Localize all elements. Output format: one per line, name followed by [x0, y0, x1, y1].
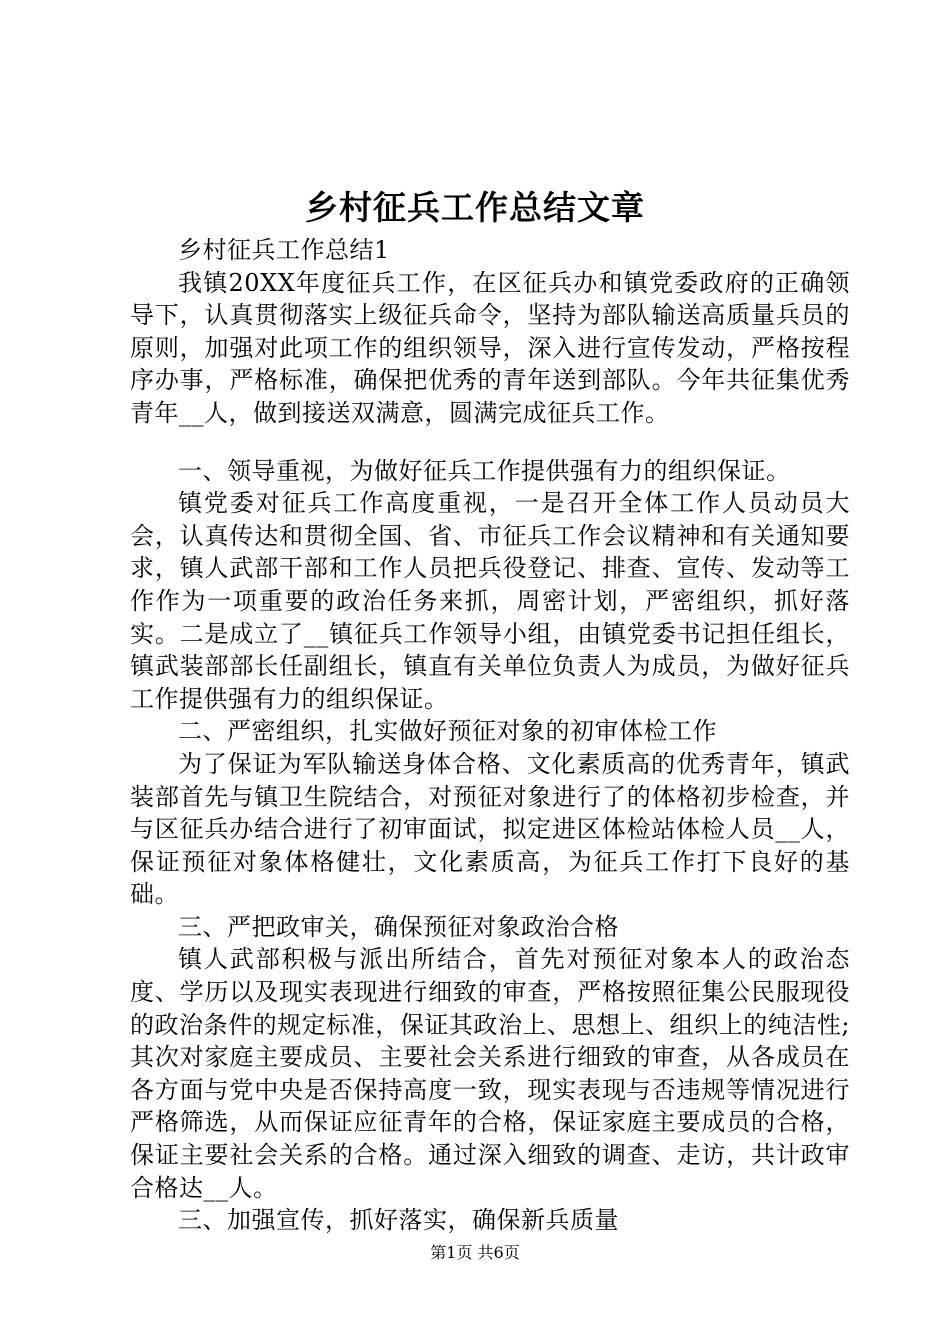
body-paragraph: 镇党委对征兵工作高度重视，一是召开全体工作人员动员大会，认真传达和贯彻全国、省、市征兵工作会议精神和有关通知要求，镇人武部干部和工作人员把兵役登记、排查、宣传、发动等工作作为一项重要的政治任务来抓，周密计划，严密组织，抓好落实。二是成立了__镇征兵工作领导小组，由镇党委书记担任组长，镇武装部部长任副组长，镇直有关单位负责人为成员，为做好征兵工作提供强有力的组织保证。 — [130, 489, 850, 713]
section-heading: 三、加强宣传，抓好落实，确保新兵质量 — [178, 1206, 619, 1235]
section-heading: 一、领导重视，为做好征兵工作提供强有力的组织保证。 — [178, 456, 791, 485]
section-heading: 三、严把政审关，确保预征对象政治合格 — [178, 912, 619, 941]
document-body — [130, 234, 850, 1237]
document-title: 乡村征兵工作总结文章 — [305, 188, 645, 227]
section-heading: 二、严密组织，扎实做好预征对象的初审体检工作 — [178, 717, 717, 746]
body-paragraph: 为了保证为军队输送身体合格、文化素质高的优秀青年，镇武装部首先与镇卫生院结合，对预征对象进行了的体格初步检查，并与区征兵办结合进行了初审面试，拟定进区体检站体检人员__人，保证预征对象体格健壮，文化素质高，为征兵工作打下良好的基础。 — [130, 749, 850, 909]
page-indicator: 第1页 共6页 — [430, 1243, 520, 1262]
body-paragraph: 镇人武部积极与派出所结合，首先对预征对象本人的政治态度、学历以及现实表现进行细致的审查，严格按照征集公民服现役的政治条件的规定标准，保证其政治上、思想上、组织上的纯洁性;其次对家庭主要成员、主要社会关系进行细致的审查，从各成员在各方面与党中央是否保持高度一致，现实表现与否违规等情况进行严格筛选，从而保证应征青年的合格，保证家庭主要成员的合格，保证主要社会关系的合格。通过深入细致的调查、走访，共计政审合格达__人。 — [130, 945, 850, 1202]
body-paragraph: 我镇20XX年度征兵工作，在区征兵办和镇党委政府的正确领导下，认真贯彻落实上级征兵命令，坚持为部队输送高质量兵员的原则，加强对此项工作的组织领导，深入进行宣传发动，严格按程序办事，严格标准，确保把优秀的青年送到部队。今年共征集优秀青年__人，做到接送双满意，圆满完成征兵工作。 — [130, 268, 850, 427]
section-heading: 乡村征兵工作总结1 — [178, 236, 390, 264]
